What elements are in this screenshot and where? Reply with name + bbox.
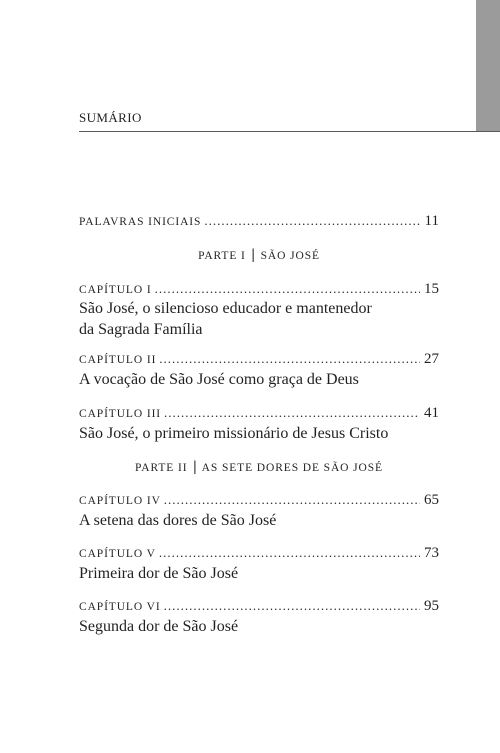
toc-entry-label: CAPÍTULO V bbox=[79, 548, 156, 560]
dot-leader bbox=[155, 280, 420, 298]
toc-entry-label: CAPÍTULO IV bbox=[79, 495, 161, 507]
page-number: 95 bbox=[424, 598, 439, 614]
toc-entry-label: CAPÍTULO I bbox=[79, 284, 152, 296]
toc-entry-intro[interactable] bbox=[79, 212, 439, 230]
dot-leader bbox=[159, 544, 420, 562]
part-heading-1 bbox=[79, 247, 439, 264]
dot-leader bbox=[164, 404, 420, 422]
toc-entry-chapter-6[interactable] bbox=[79, 597, 439, 615]
toc-entry-chapter-2[interactable] bbox=[79, 350, 439, 368]
chapter-title-1-line-1: São José, o silencioso educador e mantenedor bbox=[79, 300, 372, 317]
toc-entry-label: CAPÍTULO III bbox=[79, 408, 162, 420]
chapter-title-6: Segunda dor de São José bbox=[79, 618, 239, 635]
toc-entry-label: CAPÍTULO VI bbox=[79, 601, 161, 613]
page-number: 27 bbox=[424, 351, 439, 367]
toc-entry-chapter-4[interactable] bbox=[79, 491, 439, 509]
dot-leader bbox=[164, 491, 420, 509]
toc-entry-label: PALAVRAS INICIAIS bbox=[79, 216, 202, 228]
toc-entry-label: CAPÍTULO II bbox=[79, 354, 157, 366]
chapter-title-2: A vocação de São José como graça de Deus bbox=[79, 371, 359, 388]
dot-leader bbox=[164, 597, 420, 615]
page-number: 73 bbox=[424, 545, 439, 561]
part-separator: | bbox=[193, 459, 197, 475]
page-number: 65 bbox=[424, 492, 439, 508]
header-rule bbox=[79, 131, 500, 132]
part-separator: | bbox=[251, 247, 255, 263]
page-number: 15 bbox=[424, 281, 439, 297]
dot-leader bbox=[159, 350, 420, 368]
part-title: SÃO JOSÉ bbox=[260, 250, 320, 262]
chapter-title-5: Primeira dor de São José bbox=[79, 565, 239, 582]
chapter-title-3: São José, o primeiro missionário de Jesus Cristo bbox=[79, 425, 389, 442]
dot-leader bbox=[204, 212, 420, 230]
part-label: PARTE I bbox=[198, 250, 246, 262]
page-number: 41 bbox=[424, 405, 439, 421]
toc-entry-chapter-3[interactable] bbox=[79, 404, 439, 422]
part-label: PARTE II bbox=[135, 462, 188, 474]
part-heading-2 bbox=[79, 459, 439, 476]
chapter-title-4: A setena das dores de São José bbox=[79, 512, 277, 529]
gray-edge-tab bbox=[476, 0, 500, 131]
page-number: 11 bbox=[424, 213, 439, 229]
toc-entry-chapter-1[interactable] bbox=[79, 280, 439, 298]
chapter-title-1-line-2: da Sagrada Família bbox=[79, 321, 203, 338]
part-title: AS SETE DORES DE SÃO JOSÉ bbox=[201, 462, 383, 474]
page-title: SUMÁRIO bbox=[79, 110, 142, 125]
toc-entry-chapter-5[interactable] bbox=[79, 544, 439, 562]
